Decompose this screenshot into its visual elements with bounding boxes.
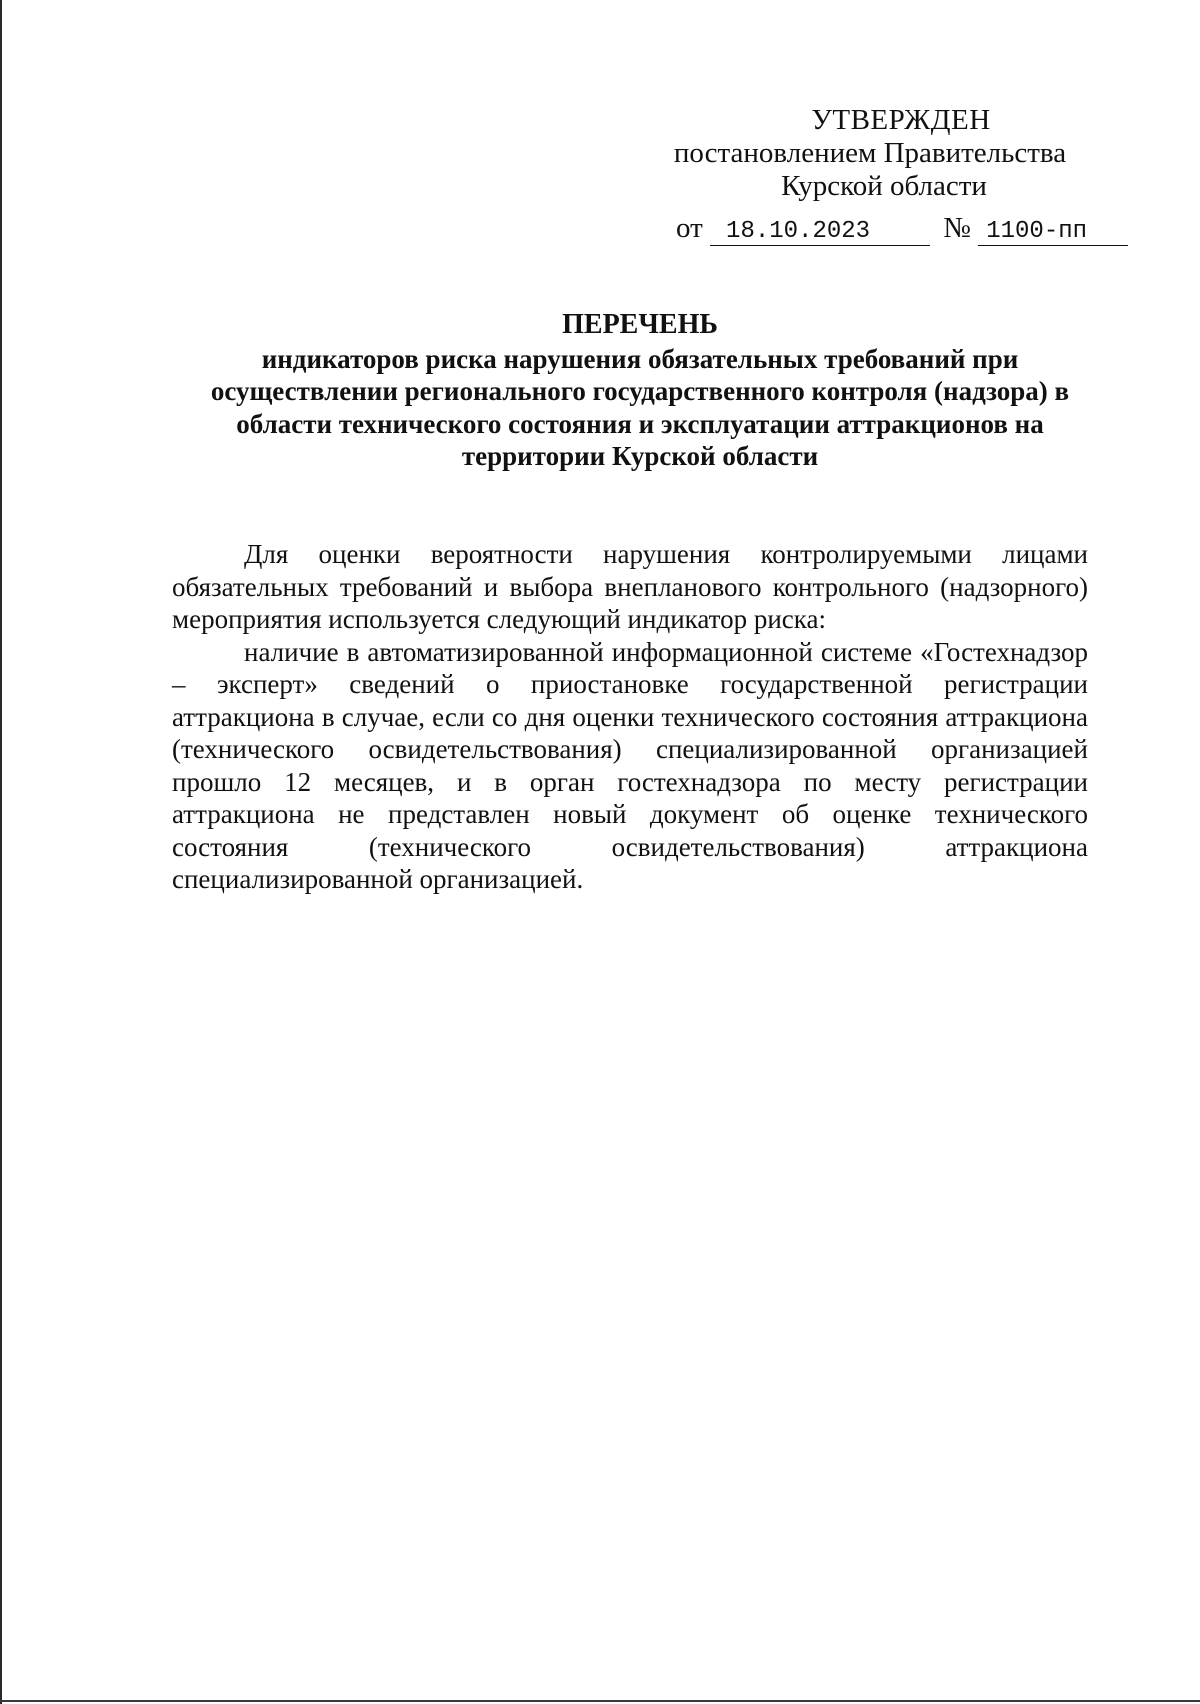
scan-edge-bottom — [0, 1700, 1200, 1702]
title-heading: ПЕРЕЧЕНЬ — [562, 309, 718, 340]
decree-date-line — [676, 212, 1096, 246]
body-paragraph-1: Для оценки вероятности нарушения контролируемыми лицами обязательных требований и выбора внепланового контрольного (надзорного) мероприятия используется следующий индикатор риска: — [172, 539, 1088, 634]
body-paragraph-2: наличие в автоматизированной информационной системе «Гостехнадзор – эксперт» сведений о приостановке государственной регистрации аттракциона в случае, если со дня оценки технического состояния аттракциона (технического освидетельствования) специализированной организацией прошло 12 месяцев, и в орган гостехнадзора по месту регистрации аттракциона не представлен новый документ об оценке технического состояния (технического освидетельствования) аттракциона специализированной организацией. — [172, 636, 1088, 894]
title-line-2: осуществлении регионального государственного контроля (надзора) в — [210, 376, 1070, 406]
decree-number: 1100-пп — [978, 219, 1128, 246]
approval-stamp — [650, 104, 1090, 203]
title-line-1: индикаторов риска нарушения обязательных требований при — [261, 343, 1019, 374]
approval-line-1: постановлением Правительства — [673, 137, 1067, 169]
number-sign: № — [943, 212, 971, 244]
title-line-3: области технического состояния и эксплуатации аттракционов на — [236, 408, 1044, 439]
document-title — [160, 309, 1120, 473]
document-body — [172, 538, 1088, 896]
date-prefix: от — [676, 212, 703, 244]
approved-label: УТВЕРЖДЕН — [811, 104, 991, 136]
title-line-4: территории Курской области — [461, 441, 819, 471]
approval-line-2: Курской области — [781, 170, 987, 202]
scan-edge-left — [0, 0, 2, 1704]
decree-date: 18.10.2023 — [710, 219, 930, 246]
